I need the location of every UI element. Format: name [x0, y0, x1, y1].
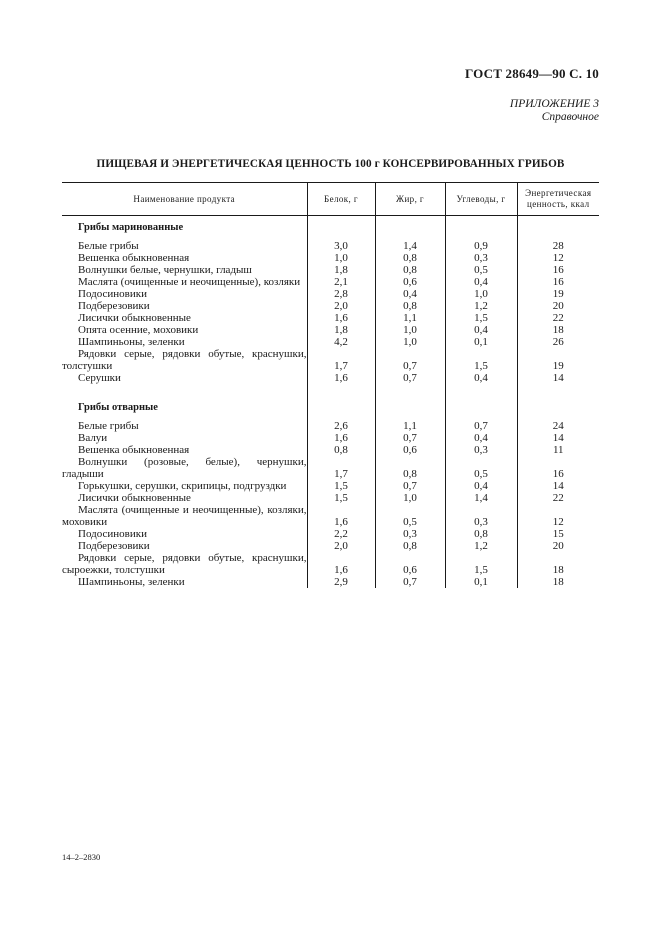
energy-cell: 28 — [517, 240, 599, 252]
table-row — [62, 324, 599, 336]
table-row — [62, 528, 599, 540]
energy-cell: 24 — [517, 420, 599, 432]
fat-cell: 0,5 — [375, 504, 445, 528]
carbs-cell: 0,3 — [445, 444, 517, 456]
carbs-cell: 0,5 — [445, 264, 517, 276]
carbs-cell: 0,4 — [445, 372, 517, 384]
header-fat: Жир, г — [375, 183, 445, 216]
table-row — [62, 276, 599, 288]
product-name-cell: Опята осенние, моховики — [78, 324, 199, 336]
fat-cell: 0,8 — [375, 252, 445, 264]
fat-cell: 0,6 — [375, 276, 445, 288]
product-name-cell: Горькушки, серушки, скрипицы, подгруздки — [78, 480, 287, 492]
document-title: ПИЩЕВАЯ И ЭНЕРГЕТИЧЕСКАЯ ЦЕННОСТЬ 100 г КОНСЕРВИРОВАННЫХ ГРИБОВ — [96, 158, 565, 170]
protein-cell: 1,5 — [307, 480, 375, 492]
carbs-cell: 1,5 — [445, 348, 517, 372]
protein-cell: 1,6 — [307, 504, 375, 528]
table-row — [62, 372, 599, 384]
carbs-cell: 0,1 — [445, 576, 517, 588]
product-name-cell: Волнушки белые, чернушки, гладыш — [78, 264, 252, 276]
energy-cell: 16 — [517, 264, 599, 276]
carbs-cell: 0,3 — [445, 504, 517, 528]
table-row — [62, 456, 599, 480]
energy-cell: 22 — [517, 492, 599, 504]
fat-cell: 1,0 — [375, 492, 445, 504]
energy-cell: 22 — [517, 312, 599, 324]
section-empty-cell — [517, 216, 599, 241]
protein-cell: 1,7 — [307, 456, 375, 480]
protein-cell: 1,0 — [307, 252, 375, 264]
product-name-cell: Серушки — [78, 372, 121, 384]
product-name-cell: Валуи — [78, 432, 108, 444]
energy-cell: 18 — [517, 324, 599, 336]
carbs-cell: 1,2 — [445, 300, 517, 312]
fat-cell: 0,8 — [375, 264, 445, 276]
protein-cell: 3,0 — [307, 240, 375, 252]
spacer-cell — [375, 384, 445, 396]
protein-cell: 2,6 — [307, 420, 375, 432]
product-name-cell: Подберезовики — [78, 300, 150, 312]
table-row — [62, 336, 599, 348]
table-row — [62, 348, 599, 372]
section-header-row — [62, 396, 599, 420]
energy-cell: 11 — [517, 444, 599, 456]
section-title: Грибы маринованные — [78, 222, 184, 233]
fat-cell: 0,4 — [375, 288, 445, 300]
protein-cell: 4,2 — [307, 336, 375, 348]
table-row — [62, 240, 599, 252]
energy-cell: 18 — [517, 552, 599, 576]
carbs-cell: 0,8 — [445, 528, 517, 540]
energy-cell: 20 — [517, 540, 599, 552]
product-name-cell: Лисички обыкновенные — [78, 312, 191, 324]
protein-cell: 2,9 — [307, 576, 375, 588]
page-footer-code: 14–2–2830 — [62, 852, 101, 862]
fat-cell: 0,6 — [375, 552, 445, 576]
section-empty-cell — [445, 216, 517, 241]
table-row — [62, 432, 599, 444]
protein-cell: 2,1 — [307, 276, 375, 288]
energy-cell: 12 — [517, 252, 599, 264]
table-header-row — [62, 183, 599, 216]
appendix-label: ПРИЛОЖЕНИЕ 3 — [509, 98, 599, 110]
product-name-cell: Белые грибы — [78, 420, 139, 432]
header-energy: Энергетическая ценность, ккал — [517, 183, 599, 216]
table-row — [62, 492, 599, 504]
energy-cell: 16 — [517, 276, 599, 288]
product-name-cell: Рядовки серые, рядовки обутые, краснушки, толстушки — [62, 348, 307, 372]
product-name-cell: Подосиновики — [78, 288, 147, 300]
spacer-cell — [62, 384, 307, 396]
protein-cell: 0,8 — [307, 444, 375, 456]
fat-cell: 0,6 — [375, 444, 445, 456]
fat-cell: 1,1 — [375, 312, 445, 324]
protein-cell: 2,0 — [307, 540, 375, 552]
energy-cell: 18 — [517, 576, 599, 588]
energy-cell: 16 — [517, 456, 599, 480]
product-name-cell: Волнушки (розовые, белые), чернушки, гладыши — [62, 456, 307, 480]
carbs-cell: 0,4 — [445, 276, 517, 288]
spacer-cell — [517, 384, 599, 396]
energy-cell: 20 — [517, 300, 599, 312]
carbs-cell: 1,2 — [445, 540, 517, 552]
energy-cell: 26 — [517, 336, 599, 348]
protein-cell: 1,8 — [307, 324, 375, 336]
table-row — [62, 552, 599, 576]
product-name-cell: Белые грибы — [78, 240, 139, 252]
protein-cell: 1,6 — [307, 432, 375, 444]
protein-cell: 1,7 — [307, 348, 375, 372]
table-row — [62, 252, 599, 264]
section-empty-cell — [445, 396, 517, 420]
protein-cell: 2,2 — [307, 528, 375, 540]
section-header-row — [62, 216, 599, 241]
protein-cell: 1,6 — [307, 312, 375, 324]
fat-cell: 1,0 — [375, 336, 445, 348]
section-empty-cell — [307, 216, 375, 241]
protein-cell: 1,6 — [307, 552, 375, 576]
section-empty-cell — [307, 396, 375, 420]
table-row — [62, 420, 599, 432]
fat-cell: 0,8 — [375, 456, 445, 480]
table-row — [62, 300, 599, 312]
carbs-cell: 1,5 — [445, 312, 517, 324]
fat-cell: 0,3 — [375, 528, 445, 540]
page-header: ГОСТ 28649—90 С. 10 — [465, 66, 599, 81]
product-name-cell: Вешенка обыкновенная — [78, 252, 190, 264]
energy-cell: 15 — [517, 528, 599, 540]
product-name-cell: Лисички обыкновенные — [78, 492, 191, 504]
energy-cell: 19 — [517, 288, 599, 300]
energy-cell: 14 — [517, 432, 599, 444]
product-name-cell: Рядовки серые, рядовки обутые, краснушки, сыроежки, толстушки — [62, 552, 307, 576]
protein-cell: 1,6 — [307, 372, 375, 384]
product-name-cell: Шампиньоны, зеленки — [78, 336, 185, 348]
protein-cell: 2,0 — [307, 300, 375, 312]
carbs-cell: 0,5 — [445, 456, 517, 480]
energy-cell: 12 — [517, 504, 599, 528]
table-row — [62, 480, 599, 492]
spacer-cell — [307, 384, 375, 396]
header-protein: Белок, г — [307, 183, 375, 216]
protein-cell: 1,5 — [307, 492, 375, 504]
section-title: Грибы отварные — [78, 402, 158, 413]
fat-cell: 0,7 — [375, 432, 445, 444]
header-name: Наименование продукта — [62, 183, 307, 216]
fat-cell: 0,7 — [375, 576, 445, 588]
energy-cell: 14 — [517, 480, 599, 492]
carbs-cell: 0,4 — [445, 480, 517, 492]
nutrition-table-wrapper — [62, 182, 599, 588]
section-empty-cell — [517, 396, 599, 420]
fat-cell: 1,0 — [375, 324, 445, 336]
appendix-block — [510, 98, 599, 124]
carbs-cell: 0,9 — [445, 240, 517, 252]
carbs-cell: 1,4 — [445, 492, 517, 504]
energy-cell: 14 — [517, 372, 599, 384]
table-row — [62, 312, 599, 324]
product-name-cell: Шампиньоны, зеленки — [78, 576, 185, 588]
protein-cell: 1,8 — [307, 264, 375, 276]
table-row — [62, 288, 599, 300]
carbs-cell: 0,1 — [445, 336, 517, 348]
carbs-cell: 1,5 — [445, 552, 517, 576]
product-name-cell: Подосиновики — [78, 528, 147, 540]
carbs-cell: 0,4 — [445, 324, 517, 336]
section-empty-cell — [375, 216, 445, 241]
nutrition-table — [62, 182, 599, 588]
table-row — [62, 576, 599, 588]
table-row — [62, 540, 599, 552]
table-row — [62, 444, 599, 456]
spacer-cell — [445, 384, 517, 396]
product-name-cell: Маслята (очищенные и неочищенные), козляки, моховики — [62, 504, 307, 528]
section-empty-cell — [375, 396, 445, 420]
carbs-cell: 0,4 — [445, 432, 517, 444]
table-row — [62, 504, 599, 528]
fat-cell: 0,8 — [375, 540, 445, 552]
energy-cell: 19 — [517, 348, 599, 372]
section-spacer — [62, 384, 599, 396]
fat-cell: 1,1 — [375, 420, 445, 432]
appendix-note: Справочное — [541, 111, 599, 123]
fat-cell: 0,7 — [375, 348, 445, 372]
fat-cell: 1,4 — [375, 240, 445, 252]
header-carbs: Углеводы, г — [445, 183, 517, 216]
table-body — [62, 216, 599, 589]
carbs-cell: 0,3 — [445, 252, 517, 264]
product-name-cell: Вешенка обыкновенная — [78, 444, 190, 456]
carbs-cell: 0,7 — [445, 420, 517, 432]
table-row — [62, 264, 599, 276]
fat-cell: 0,7 — [375, 372, 445, 384]
carbs-cell: 1,0 — [445, 288, 517, 300]
protein-cell: 2,8 — [307, 288, 375, 300]
fat-cell: 0,8 — [375, 300, 445, 312]
product-name-cell: Подберезовики — [78, 540, 150, 552]
product-name-cell: Маслята (очищенные и неочищенные), козляки — [78, 276, 301, 288]
fat-cell: 0,7 — [375, 480, 445, 492]
